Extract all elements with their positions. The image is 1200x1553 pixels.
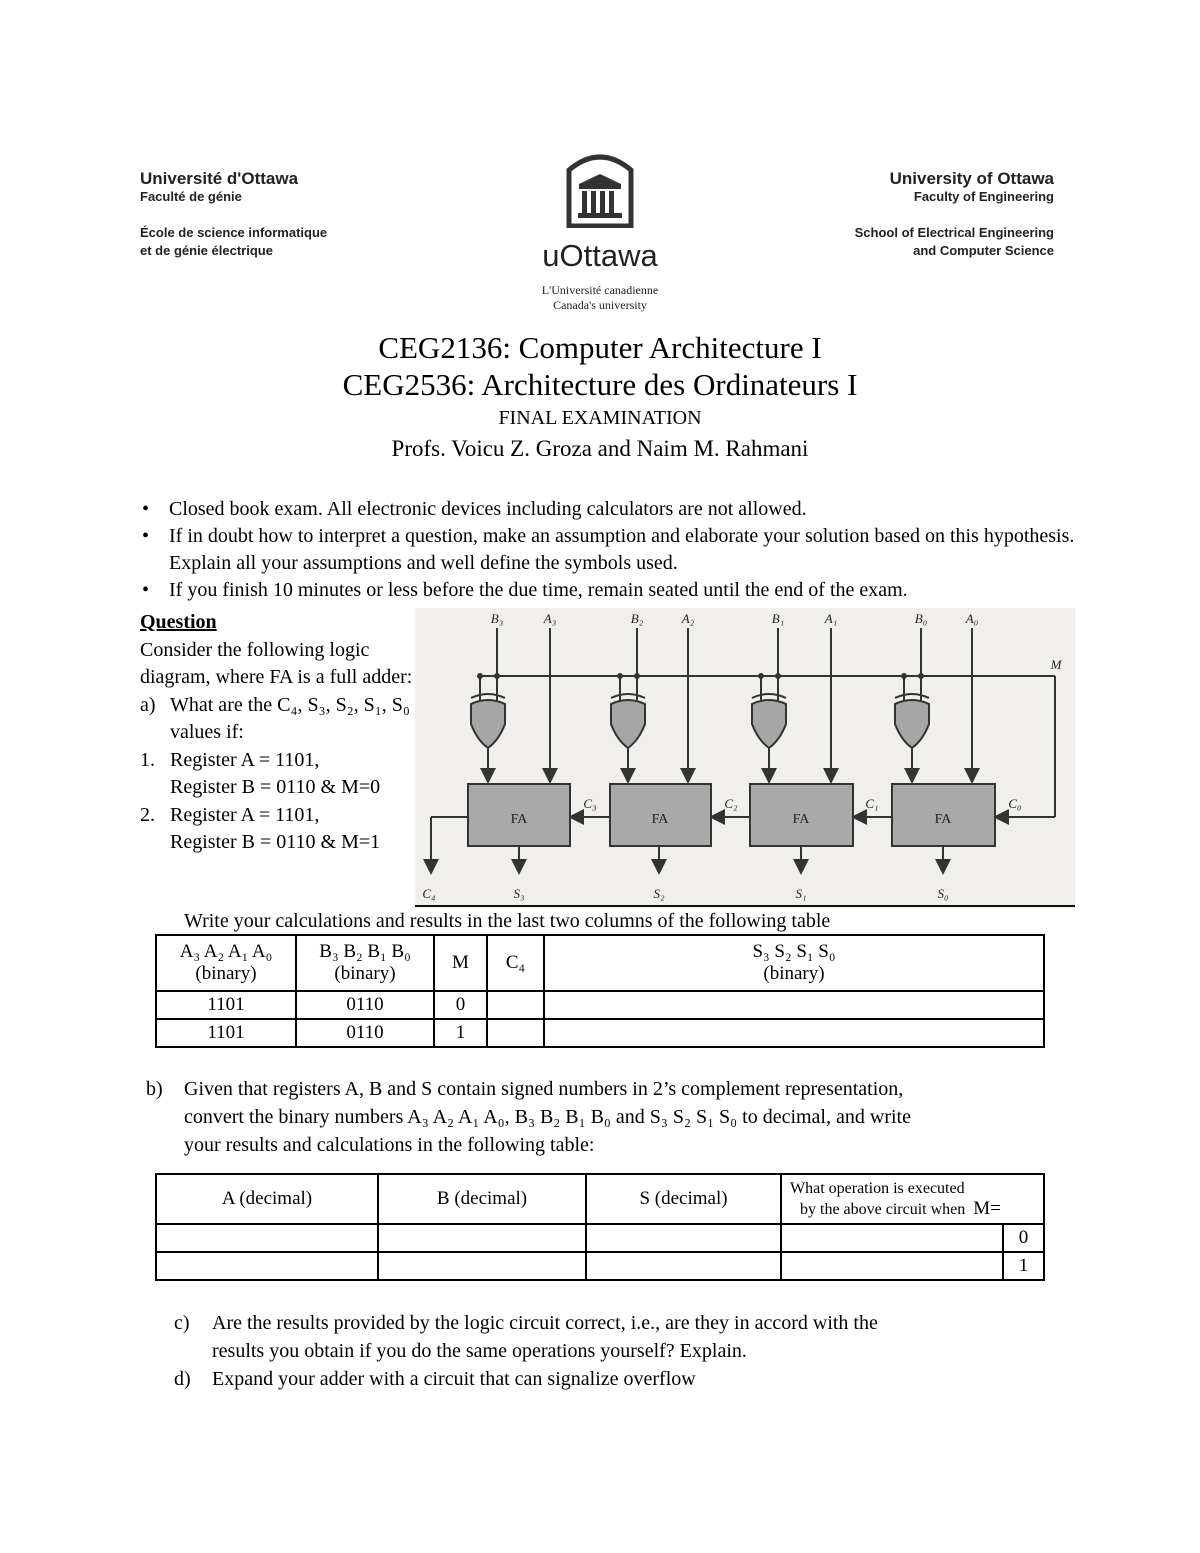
question-intro: Consider the following logic diagram, where FA is a full adder:: [140, 638, 413, 688]
part-c-line1: Are the results provided by the logic circuit correct, i.e., are they in accord with the: [212, 1312, 878, 1334]
cell-m: 0: [434, 991, 487, 1019]
cell-m: 1: [434, 1019, 487, 1047]
fa-label: FA: [510, 812, 528, 827]
a0-label: A₀: [965, 611, 979, 626]
cell-b: 0110: [296, 991, 434, 1019]
part-b-line3: your results and calculations in the following table:: [184, 1134, 595, 1156]
cell-a-decimal-answer[interactable]: [156, 1252, 378, 1280]
header-b-decimal: B (decimal): [378, 1174, 586, 1224]
header-op-line2: by the above circuit when: [800, 1200, 966, 1218]
cell-s-decimal-answer[interactable]: [586, 1224, 781, 1252]
c0-label: C₀: [1008, 796, 1022, 811]
question-heading: Question: [140, 611, 217, 633]
s0-label: S₀: [937, 886, 949, 901]
table-row: [156, 1019, 1044, 1047]
part-b: [146, 1075, 1086, 1159]
part-d-text: Expand your adder with a circuit that can signalize overflow: [212, 1368, 696, 1390]
professors: Profs. Voicu Z. Groza and Naim M. Rahmani: [391, 436, 809, 461]
a3-label: A₃: [543, 611, 557, 626]
results-table-decimal: [155, 1173, 1045, 1281]
diagram-background: [415, 608, 1075, 908]
a1-label: A₁: [824, 611, 838, 626]
course-title-fr: CEG2536: Architecture des Ordinateurs I: [342, 367, 858, 402]
school-en-line1: School of Electrical Engineering: [854, 225, 1054, 240]
cell-a: 1101: [156, 991, 296, 1019]
table-header-row: [156, 935, 1044, 991]
cell-b-decimal-answer[interactable]: [378, 1252, 586, 1280]
s2-label: S₂: [653, 886, 665, 901]
cell-operation-answer[interactable]: [781, 1224, 1003, 1252]
header-s: S₃ S₂ S₁ S₀ (binary): [544, 935, 1044, 991]
uottawa-logo: [520, 148, 680, 313]
part-c-line2: results you obtain if you do the same operations yourself? Explain.: [212, 1340, 747, 1362]
fa-label: FA: [792, 812, 810, 827]
part-d-label: d): [174, 1368, 191, 1390]
header-m: M: [434, 935, 487, 991]
school-fr-line1: École de science informatique: [140, 225, 328, 240]
faculty-en: Faculty of Engineering: [913, 189, 1054, 204]
exam-rules: [136, 496, 1076, 604]
header-right: [855, 170, 1054, 260]
univ-name-en: University of Ottawa: [889, 169, 1054, 188]
table-row: [156, 1252, 1044, 1280]
header-b: B₃ B₂ B₁ B₀ (binary): [296, 935, 434, 991]
case-1-line1: Register A = 1101,: [170, 748, 320, 771]
fa-label: FA: [934, 812, 952, 827]
part-b-line1: Given that registers A, B and S contain signed numbers in 2’s complement representation,: [184, 1078, 904, 1100]
exam-type: FINAL EXAMINATION: [498, 407, 702, 429]
cell-c4-answer[interactable]: [487, 1019, 544, 1047]
cell-b: 0110: [296, 1019, 434, 1047]
part-a-text: What are the C₄, S₃, S₂, S₁, S₀ values if:: [170, 693, 410, 743]
table-header-row: [156, 1174, 1044, 1224]
adder-subtractor-diagram: [415, 608, 1075, 908]
c1-label: C₁: [865, 796, 879, 811]
building-icon: [565, 148, 635, 228]
univ-name-fr: Université d'Ottawa: [140, 169, 299, 188]
tagline-fr: L'Université canadienne: [541, 283, 659, 297]
case-2-line2: Register B = 0110 & M=1: [170, 831, 381, 853]
b0-label: B₀: [914, 611, 928, 626]
header-op-m: M=: [973, 1197, 1001, 1219]
header-left: [140, 170, 327, 260]
part-b-label: b): [146, 1078, 163, 1100]
tagline-en: Canada's university: [553, 298, 647, 312]
b2-label: B₂: [630, 611, 644, 626]
header-c4: C₄: [487, 935, 544, 991]
case-1-line2: Register B = 0110 & M=0: [170, 776, 381, 798]
c4-label: C₄: [422, 886, 436, 901]
case-1: [140, 747, 430, 802]
cell-a: 1101: [156, 1019, 296, 1047]
case-2-label: 2.: [140, 803, 155, 826]
cell-m-value: 1: [1003, 1252, 1044, 1280]
case-2-line1: Register A = 1101,: [170, 803, 320, 826]
case-1-label: 1.: [140, 748, 155, 771]
header-a-decimal: A (decimal): [156, 1174, 378, 1224]
school-en-line2: and Computer Science: [913, 243, 1054, 258]
b3-label: B₃: [490, 611, 504, 626]
part-c: [174, 1309, 1074, 1365]
table1-caption: Write your calculations and results in the last two columns of the following table: [184, 910, 831, 932]
cell-operation-answer[interactable]: [781, 1252, 1003, 1280]
s3-label: S₃: [513, 886, 525, 901]
header-a: A₃ A₂ A₁ A₀ (binary): [156, 935, 296, 991]
rule-item: • Closed book exam. All electronic devices including calculators are not allowed.: [136, 496, 1076, 523]
results-table-binary: [155, 934, 1045, 1048]
cell-s-decimal-answer[interactable]: [586, 1252, 781, 1280]
rule-item: • If you finish 10 minutes or less before the due time, remain seated until the end of the exam.: [136, 577, 1076, 604]
m-label: M: [1050, 657, 1062, 672]
cell-m-value: 0: [1003, 1224, 1044, 1252]
cell-c4-answer[interactable]: [487, 991, 544, 1019]
cell-b-decimal-answer[interactable]: [378, 1224, 586, 1252]
c3-label: C₃: [583, 796, 597, 811]
cell-s-answer[interactable]: [544, 1019, 1044, 1047]
table-row: [156, 1224, 1044, 1252]
rule-item: • If in doubt how to interpret a question, make an assumption and elaborate your solution based on this hypothesis. Explain all your assumptions and well define the symbols used.: [136, 523, 1076, 577]
header-op-line1: What operation is executed: [790, 1179, 965, 1197]
part-a-label: a): [140, 693, 156, 716]
c2-label: C₂: [724, 796, 738, 811]
part-a: [140, 692, 430, 747]
faculty-fr: Faculté de génie: [140, 189, 242, 204]
fa-label: FA: [651, 812, 669, 827]
header-operation: [781, 1174, 1044, 1224]
part-c-label: c): [174, 1312, 190, 1334]
case-2: [140, 802, 430, 857]
course-title-en: CEG2136: Computer Architecture I: [378, 330, 822, 365]
header-s-decimal: S (decimal): [586, 1174, 781, 1224]
part-b-line2: convert the binary numbers A₃ A₂ A₁ A₀, B₃ B₂ B₁ B₀ and S₃ S₂ S₁ S₀ to decimal, and write: [184, 1106, 911, 1128]
a2-label: A₂: [681, 611, 695, 626]
b1-label: B₁: [771, 611, 785, 626]
table-row: [156, 991, 1044, 1019]
part-d: [174, 1365, 1074, 1393]
cell-s-answer[interactable]: [544, 991, 1044, 1019]
question-text: [140, 609, 430, 857]
parts-c-d: [174, 1309, 1074, 1393]
school-fr-line2: et de génie électrique: [140, 243, 273, 258]
uottawa-wordmark: uOttawa: [542, 238, 658, 273]
s1-label: S₁: [795, 886, 807, 901]
cell-a-decimal-answer[interactable]: [156, 1224, 378, 1252]
